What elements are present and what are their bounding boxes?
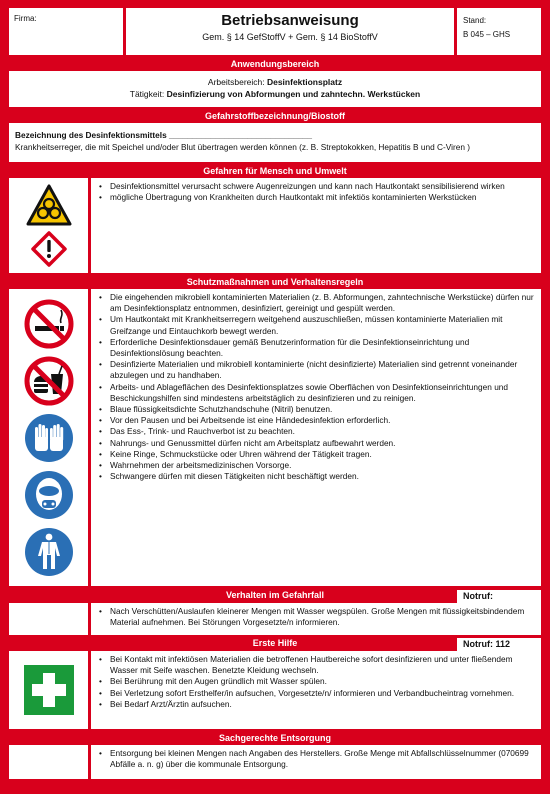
schutz-icon-column	[9, 289, 88, 586]
list-item: • Keine Ringe, Schmuckstücke oder Uhren während der Tätigkeit tragen.	[99, 449, 535, 460]
krankheitserreger-text: Krankheitserreger, die mit Speichel und/oder Blut übertragen werden können (z. B. Streptokokken, Hepatitis B und C-Viren )	[15, 142, 471, 152]
list-item: • Nahrungs- und Genussmittel dürfen nicht am Arbeitsplatz aufbewahrt werden.	[99, 438, 535, 449]
face-protection-icon	[24, 470, 74, 520]
list-item: • Nach Verschütten/Auslaufen kleinerer Mengen mit Wasser wegspülen. Große Mengen mit flüssigkeitsbindendem Material aufnehmen. Bei Störungen Vorgesetzte/n informieren.	[99, 606, 535, 628]
gefahrfall-section	[9, 603, 541, 635]
section-heading-schutz	[9, 276, 541, 289]
first-aid-icon	[23, 664, 75, 716]
section-heading-anwendungsbereich	[9, 58, 541, 71]
gefahren-icon-column	[9, 178, 88, 273]
firma-field[interactable]	[9, 8, 123, 55]
list-item: • Bei Berührung mit den Augen gründlich mit Wasser spülen.	[99, 676, 535, 687]
arbeitsbereich-value: Desinfektionsplatz	[266, 77, 343, 87]
section-heading-gefahrfall	[9, 589, 541, 602]
schutz-section	[9, 289, 541, 586]
page-title: Betriebsanweisung	[221, 12, 359, 29]
section-heading-text: Gefahren für Mensch und Umwelt	[203, 166, 347, 176]
section-heading-text: Schutzmaßnahmen und Verhaltensregeln	[186, 277, 364, 287]
list-item: • Vor den Pausen und bei Arbeitsende ist eine Händedesinfektion erforderlich.	[99, 415, 535, 426]
entsorgung-text	[91, 745, 541, 779]
notruf-field-gefahrfall[interactable]: Notruf:	[457, 590, 541, 603]
list-item: • Bei Kontakt mit infektiösen Materialien die betroffenen Hautbereiche sofort desinfizieren und unter fließendem Wasser mit Seife waschen. Benetzte Kleidung wechseln.	[99, 654, 535, 676]
sheet-header	[9, 8, 541, 55]
entsorgung-icon-column	[9, 745, 88, 779]
list-item: • Die eingehenden mikrobiell kontaminierten Materialien (z. B. Abformungen, zahntechnische Werkstücke) dürfen nur am Desinfektionsplatz entnommen, desinfiziert, gereinigt und gespült werden.	[99, 292, 535, 314]
gefahren-section	[9, 178, 541, 273]
section-heading-text: Anwendungsbereich	[230, 59, 320, 69]
section-heading-gefahren	[9, 165, 541, 178]
biohazard-icon	[26, 184, 72, 226]
section-heading-text: Gefahrstoffbezeichnung/Biostoff	[205, 111, 345, 121]
arbeitsbereich-line	[9, 76, 541, 88]
section-heading-entsorgung	[9, 732, 541, 745]
gefahrfall-icon-column	[9, 603, 88, 635]
section-heading-text: Verhalten im Gefahrfall	[225, 590, 325, 600]
arbeitsbereich-label: Arbeitsbereich:	[207, 77, 267, 87]
taetigkeit-line	[9, 88, 541, 100]
erstehilfe-section	[9, 651, 541, 729]
list-item: • Bei Bedarf Arzt/Ärztin aufsuchen.	[99, 699, 535, 710]
stand-box	[457, 8, 541, 55]
list-item: • Um Hautkontakt mit Krankheitserregern weitgehend auszuschließen, müssen kontaminierte Materialien mit Greifzange und Eintauchkorb bewegt werden.	[99, 314, 535, 336]
erstehilfe-text	[91, 651, 541, 729]
no-smoking-icon	[24, 299, 74, 349]
gefahrfall-text	[91, 603, 541, 635]
section-heading-gefahrstoff	[9, 110, 541, 123]
desinfektionsmittel-bezeichnung[interactable]: Bezeichnung des Desinfektionsmittels _______________________________	[15, 130, 313, 140]
list-item: • Bei Verletzung sofort Ersthelfer/in aufsuchen, Vorgesetzte/n/ informieren und Verbandbucheintrag vornehmen.	[99, 688, 535, 699]
anwendungsbereich-box	[9, 71, 541, 107]
gefahren-text	[91, 178, 541, 273]
protective-clothing-icon	[24, 527, 74, 577]
ghs-exclamation-icon	[31, 231, 67, 267]
list-item: • Blaue flüssigkeitsdichte Schutzhandschuhe (Nitril) benutzen.	[99, 404, 535, 415]
no-eating-drinking-icon	[24, 356, 74, 406]
gloves-icon	[24, 413, 74, 463]
list-item: • Desinfektionsmittel verursacht schwere Augenreizungen und kann nach Hautkontakt sensibilisierend wirken	[99, 181, 535, 192]
taetigkeit-label: Tätigkeit:	[129, 89, 167, 99]
list-item: • Arbeits- und Ablageflächen des Desinfektionsplatzes sowie Oberflächen von Desinfektionseinrichtungen und Beschickungshilfen sind mindestens arbeitstäglich zu desinfizieren und zu reinigen.	[99, 382, 535, 404]
erstehilfe-icon-column	[9, 651, 88, 729]
section-heading-text: Erste Hilfe	[252, 638, 298, 648]
notruf-field-erstehilfe[interactable]: Notruf: 112	[457, 638, 541, 651]
stand-value: B 045 – GHS	[463, 30, 511, 39]
list-item: • Erforderliche Desinfektionsdauer gemäß Benutzerinformation für die Desinfektionseinrichtung und Desinfektionslösung beachten.	[99, 337, 535, 359]
list-item: • Entsorgung bei kleinen Mengen nach Angaben des Herstellers. Große Menge mit Abfallschlüsselnummer (070699 Abfälle a. n. g) über die kommunale Entsorgung.	[99, 748, 535, 770]
section-heading-erstehilfe	[9, 637, 541, 650]
taetigkeit-value: Desinfizierung von Abformungen und zahntechn. Werkstücken	[166, 89, 421, 99]
list-item: • Das Ess-, Trink- und Rauchverbot ist zu beachten.	[99, 426, 535, 437]
schutz-text	[91, 289, 541, 586]
section-heading-text: Sachgerechte Entsorgung	[218, 733, 332, 743]
list-item: • Wahrnehmen der arbeitsmedizinischen Vorsorge.	[99, 460, 535, 471]
firma-label: Firma:	[14, 14, 37, 23]
list-item: • mögliche Übertragung von Krankheiten durch Hautkontakt mit infektiös kontaminierten Werkstücken	[99, 192, 535, 203]
page-subtitle: Gem. § 14 GefStoffV + Gem. § 14 BioStoffV	[202, 32, 378, 42]
title-box	[126, 8, 454, 55]
gefahrstoff-box	[9, 123, 541, 162]
stand-label: Stand:	[463, 16, 487, 25]
list-item: • Desinfizierte Materialien und mikrobiell kontaminierte (nicht desinfizierte) Materialien sind getrennt voneinander abzulegen und zu handhaben.	[99, 359, 535, 381]
list-item: • Schwangere dürfen mit diesen Tätigkeiten nicht beschäftigt werden.	[99, 471, 535, 482]
entsorgung-section	[9, 745, 541, 779]
